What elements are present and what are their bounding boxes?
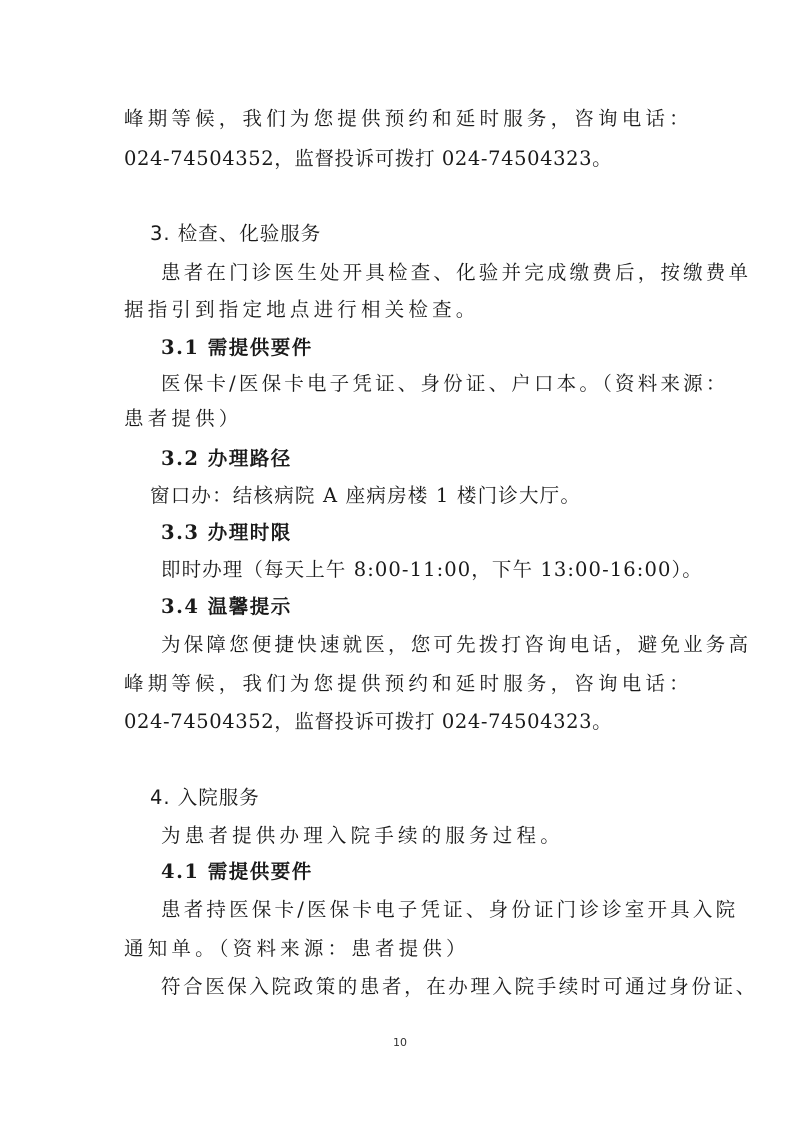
paragraph-line: 医保卡/医保卡电子凭证、身份证、户口本。（资料来源：: [161, 372, 729, 395]
paragraph-line: 符合医保入院政策的患者，在办理入院手续时可通过身份证、: [161, 975, 758, 998]
paragraph-line: 024-74504352，监督投诉可拨打 024-74504323。: [124, 147, 613, 170]
paragraph-line: 患者在门诊医生处开具检查、化验并完成缴费后，按缴费单: [161, 261, 752, 284]
section-heading-4: 4. 入院服务: [150, 786, 260, 809]
subsection-heading-3-2: 3.2 办理路径: [161, 447, 292, 470]
paragraph-line: 窗口办：结核病院 A 座病房楼 1 楼门诊大厅。: [150, 484, 582, 507]
section-heading-3: 3. 检查、化验服务: [150, 222, 322, 245]
paragraph-line: 为保障您便捷快速就医，您可先拨打咨询电话，避免业务高: [161, 633, 752, 656]
paragraph-line: 患者提供）: [124, 407, 243, 430]
subsection-heading-3-4: 3.4 温馨提示: [161, 595, 292, 618]
subsection-heading-3-3: 3.3 办理时限: [161, 521, 292, 544]
paragraph-line: 为患者提供办理入院手续的服务过程。: [161, 824, 564, 847]
paragraph-line: 即时办理（每天上午 8:00-11:00，下午 13:00-16:00）。: [161, 558, 703, 581]
page-number: 10: [393, 1036, 407, 1049]
paragraph-line: 患者持医保卡/医保卡电子凭证、身份证门诊诊室开具入院: [161, 898, 739, 921]
subsection-heading-3-1: 3.1 需提供要件: [161, 336, 313, 359]
paragraph-line: 峰期等候，我们为您提供预约和延时服务，咨询电话：: [124, 672, 693, 695]
paragraph-line: 据指引到指定地点进行相关检查。: [124, 298, 480, 321]
subsection-heading-4-1: 4.1 需提供要件: [161, 860, 313, 883]
paragraph-line: 峰期等候，我们为您提供预约和延时服务，咨询电话：: [124, 107, 693, 130]
paragraph-line: 通知单。（资料来源：患者提供）: [124, 937, 470, 960]
paragraph-line: 024-74504352，监督投诉可拨打 024-74504323。: [124, 710, 613, 733]
